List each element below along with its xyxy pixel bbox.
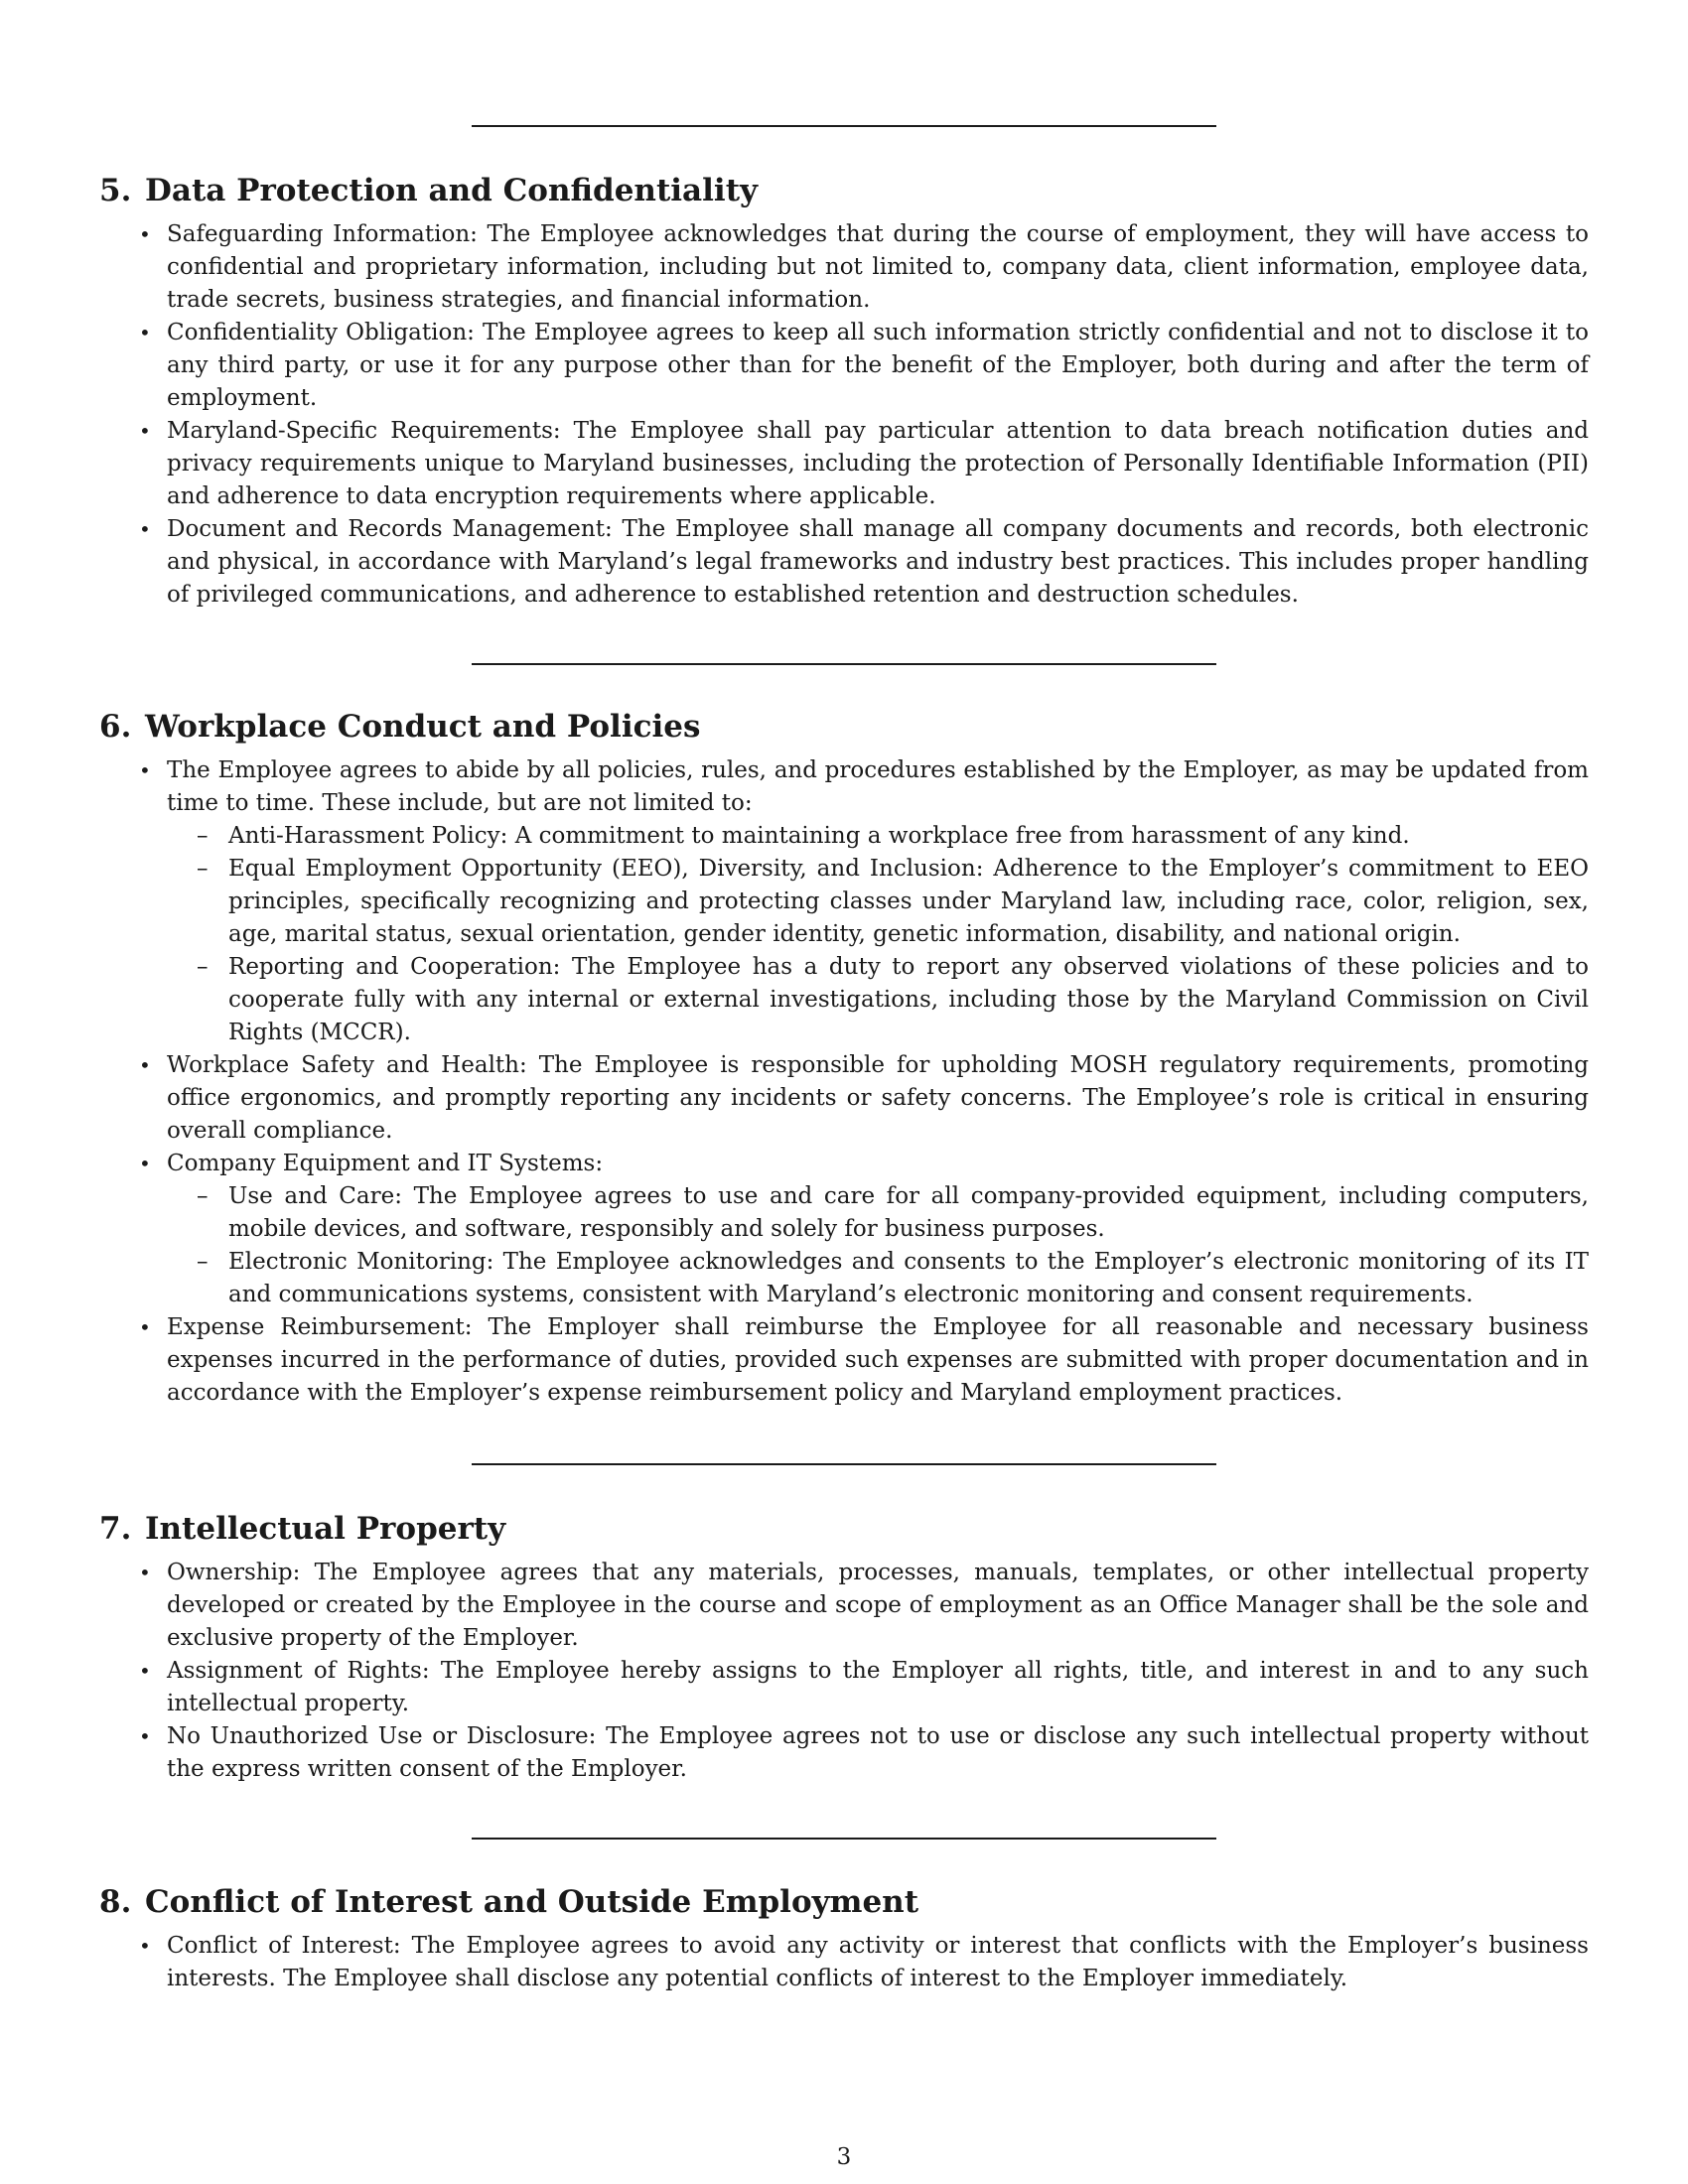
list-item <box>99 1148 1589 1311</box>
section-5 <box>99 171 1589 612</box>
list-item <box>99 1655 1589 1720</box>
sub-list-item <box>167 853 1589 951</box>
dash-icon: – <box>197 1249 209 1275</box>
bullet-icon: • <box>139 321 151 344</box>
section-8 <box>99 1882 1589 1995</box>
section-title: Intellectual Property <box>145 1511 506 1547</box>
list-item-text: No Unauthorized Use or Disclosure: The Employee agrees not to use or disclose any such intellectual property without the express written consent of the Employer. <box>167 1723 1589 1782</box>
section-divider <box>472 1463 1216 1465</box>
section-title: Workplace Conduct and Policies <box>145 709 701 745</box>
section-divider <box>472 1838 1216 1840</box>
dash-icon: – <box>197 856 209 882</box>
dash-icon: – <box>197 823 209 849</box>
list-item-text: Confidentiality Obligation: The Employee agrees to keep all such information strictly confidential and not to disclose it to any third party, or use it for any purpose other than for the benefit of the Employer, both during and after the term of employment. <box>167 320 1589 411</box>
sub-list-item <box>167 1180 1589 1246</box>
section-heading <box>99 1509 1589 1549</box>
list-item-text: The Employee agrees to abide by all policies, rules, and procedures established by the Employer, as may be updated from time to time. These include, but are not limited to: <box>167 757 1589 816</box>
section-heading <box>99 1882 1589 1922</box>
list-item-text: Expense Reimbursement: The Employer shall reimburse the Employee for all reasonable and necessary business expenses incurred in the performance of duties, provided such expenses are submitted with proper documentation and in accordance with the Employer’s expense reimbursement policy and Maryland employment practices. <box>167 1314 1589 1406</box>
bullet-list <box>99 754 1589 1410</box>
list-item-text: Conflict of Interest: The Employee agrees to avoid any activity or interest that conflicts with the Employer’s business interests. The Employee shall disclose any potential conflicts of interest to the Employer immediately. <box>167 1933 1589 1991</box>
sub-list <box>167 820 1589 1049</box>
section-number: 5. <box>99 173 132 208</box>
bullet-icon: • <box>139 1561 151 1584</box>
sub-list-item <box>167 820 1589 853</box>
list-item-text: Maryland-Specific Requirements: The Employee shall pay particular attention to data breach notification duties and privacy requirements unique to Maryland businesses, including the protection of Personally Identifiable Information (PII) and adherence to data encryption requirements where applicable. <box>167 418 1589 509</box>
sub-list-item-text: Equal Employment Opportunity (EEO), Diversity, and Inclusion: Adherence to the Employer’s commitment to EEO principles, specifically recognizing and protecting classes under Maryland law, including race, color, religion, sex, age, marital status, sexual orientation, gender identity, genetic information, disability, and national origin. <box>228 856 1589 947</box>
list-item-text: Assignment of Rights: The Employee hereby assigns to the Employer all rights, title, and interest in and to any such intellectual property. <box>167 1658 1589 1716</box>
list-item <box>99 1557 1589 1655</box>
section-divider <box>472 663 1216 665</box>
section-number: 8. <box>99 1884 132 1920</box>
bullet-icon: • <box>139 1934 151 1958</box>
bullet-icon: • <box>139 1659 151 1683</box>
document-page <box>99 0 1589 2184</box>
list-item <box>99 513 1589 612</box>
list-item <box>99 415 1589 513</box>
bullet-icon: • <box>139 517 151 541</box>
sub-list-item-text: Reporting and Cooperation: The Employee has a duty to report any observed violations of these policies and to cooperate fully with any internal or external investigations, including those by the Maryland Commission on Civil Rights (MCCR). <box>228 954 1589 1045</box>
bullet-list <box>99 1930 1589 1995</box>
bullet-icon: • <box>139 222 151 246</box>
bullet-list <box>99 218 1589 612</box>
list-item-text: Ownership: The Employee agrees that any materials, processes, manuals, templates, or other intellectual property developed or created by the Employee in the course and scope of employment as an Office Manager shall be the sole and exclusive property of the Employer. <box>167 1560 1589 1651</box>
bullet-icon: • <box>139 1152 151 1175</box>
bullet-icon: • <box>139 1724 151 1748</box>
list-item-text: Safeguarding Information: The Employee acknowledges that during the course of employment, they will have access to confidential and proprietary information, including but not limited to, company data, client information, employee data, trade secrets, business strategies, and financial information. <box>167 221 1589 313</box>
bullet-icon: • <box>139 758 151 782</box>
sub-list-item <box>167 951 1589 1049</box>
section-title: Data Protection and Confidentiality <box>145 173 759 208</box>
list-item-text: Workplace Safety and Health: The Employee is responsible for upholding MOSH regulatory requirements, promoting office ergonomics, and promptly reporting any incidents or safety concerns. The Employee’s role is critical in ensuring overall compliance. <box>167 1052 1589 1144</box>
sub-list-item-text: Electronic Monitoring: The Employee acknowledges and consents to the Employer’s electronic monitoring of its IT and communications systems, consistent with Maryland’s electronic monitoring and consent requirements. <box>228 1249 1589 1307</box>
list-item <box>99 1930 1589 1995</box>
section-number: 7. <box>99 1511 132 1547</box>
section-heading <box>99 171 1589 210</box>
sub-list-item-text: Anti-Harassment Policy: A commitment to maintaining a workplace free from harassment of any kind. <box>228 823 1410 849</box>
bullet-icon: • <box>139 419 151 443</box>
sub-list-item <box>167 1246 1589 1311</box>
section-7 <box>99 1509 1589 1786</box>
page-number: 3 <box>836 2144 852 2170</box>
list-item <box>99 1311 1589 1410</box>
sub-list-item-text: Use and Care: The Employee agrees to use and care for all company-provided equipment, including computers, mobile devices, and software, responsibly and solely for business purposes. <box>228 1183 1589 1242</box>
list-item <box>99 754 1589 1049</box>
list-item <box>99 1049 1589 1148</box>
list-item-text: Document and Records Management: The Employee shall manage all company documents and records, both electronic and physical, in accordance with Maryland’s legal frameworks and industry best practices. This includes proper handling of privileged communications, and adherence to established retention and destruction schedules. <box>167 516 1589 608</box>
section-6 <box>99 707 1589 1410</box>
bullet-list <box>99 1557 1589 1786</box>
bullet-icon: • <box>139 1053 151 1077</box>
list-item <box>99 1720 1589 1786</box>
sub-list <box>167 1180 1589 1311</box>
dash-icon: – <box>197 1183 209 1209</box>
section-heading <box>99 707 1589 747</box>
list-item <box>99 218 1589 317</box>
bullet-icon: • <box>139 1315 151 1339</box>
section-number: 6. <box>99 709 132 745</box>
section-title: Conflict of Interest and Outside Employment <box>145 1884 919 1920</box>
list-item-text: Company Equipment and IT Systems: <box>167 1151 604 1176</box>
section-divider <box>472 125 1216 127</box>
list-item <box>99 317 1589 415</box>
dash-icon: – <box>197 954 209 980</box>
